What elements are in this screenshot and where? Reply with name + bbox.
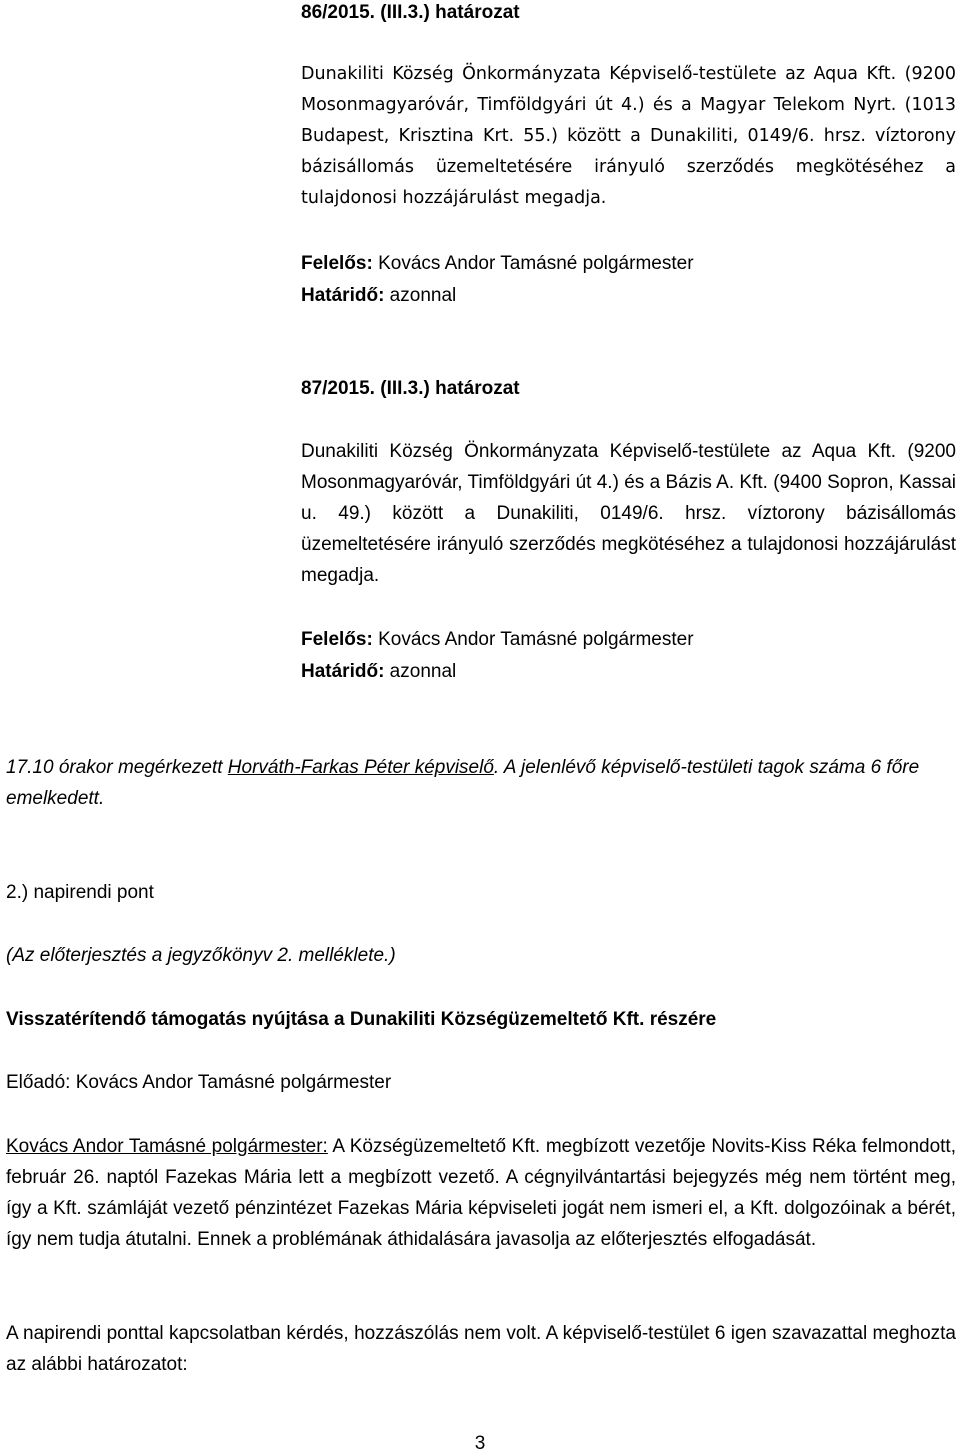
resolution-87-deadline [301, 656, 956, 687]
agenda-closing: A napirendi ponttal kapcsolatban kérdés, hozzászólás nem volt. A képviselő-testület 6 igen szavazattal meghozta az alábbi határozatot: [6, 1323, 956, 1375]
responsible-value: Kovács Andor Tamásné polgármester [372, 253, 694, 274]
resolution-86-heading: 86/2015. (III.3.) határozat [301, 2, 520, 23]
arrival-text: 17.10 órakor megérkezett [6, 757, 228, 778]
resolution-86-responsible [301, 248, 956, 279]
responsible-label: Felelős: [301, 629, 373, 650]
deadline-label: Határidő: [301, 285, 385, 306]
arrival-member-name: Horváth-Farkas Péter képviselő [227, 757, 494, 778]
agenda-attachment-note: (Az előterjesztés a jegyzőkönyv 2. melléklete.) [6, 945, 396, 966]
resolution-86-deadline [301, 280, 956, 311]
page-number: 3 [474, 1433, 486, 1454]
deadline-value: azonnal [384, 661, 457, 682]
speaker-name: Kovács Andor Tamásné polgármester: [6, 1136, 328, 1157]
responsible-value: Kovács Andor Tamásné polgármester [372, 629, 694, 650]
agenda-presenter: Előadó: Kovács Andor Tamásné polgármester [6, 1072, 392, 1093]
resolution-87-heading: 87/2015. (III.3.) határozat [301, 378, 520, 399]
speech-text: A Községüzemeltető Kft. megbízott vezetője Novits-Kiss Réka felmondott, február 26. naptól Fazekas Mária lett a megbízott vezető. A cégnyilvántartási bejegyzés még nem történt meg, így a Kft. számláját vezető pénzintézet Fazekas Mária képviseleti jogát nem ismeri el, a Kft. dolgozóinak a bérét, így nem tudja átutalni. Ennek a problémának áthidalására javasolja az előterjesztés elfogadását. [6, 1136, 956, 1250]
agenda-item-number: 2.) napirendi pont [6, 882, 154, 903]
arrival-text-end: . A jelenlévő képviselő-testületi tagok száma 6 főre emelkedett. [6, 757, 920, 809]
resolution-87-responsible [301, 624, 956, 655]
resolution-87-body: Dunakiliti Község Önkormányzata Képviselő-testülete az Aqua Kft. (9200 Mosonmagyaróvár, Timföldgyári út 4.) és a Bázis A. Kft. (9400 Sopron, Kassai u. 49.) között a Dunakiliti, 0149/6. hrsz. víztorony bázisállomás üzemeltetésére irányuló szerződés megkötéséhez a tulajdonosi hozzájárulást megadja. [301, 441, 956, 586]
agenda-speech [6, 1131, 956, 1255]
arrival-note [6, 752, 956, 814]
agenda-title: Visszatérítendő támogatás nyújtása a Dunakiliti Községüzemeltető Kft. részére [6, 1009, 717, 1030]
responsible-label: Felelős: [301, 253, 373, 274]
resolution-86-body: Dunakiliti Község Önkormányzata Képviselő-testülete az Aqua Kft. (9200 Mosonmagyaróvár, Timföldgyári út 4.) és a Magyar Telekom Nyrt. (1013 Budapest, Krisztina Krt. 55.) között a Dunakiliti, 0149/6. hrsz. víztorony bázisállomás üzemeltetésére irányuló szerződés megkötéséhez a tulajdonosi hozzájárulást megadja. [301, 64, 956, 208]
deadline-value: azonnal [384, 285, 457, 306]
deadline-label: Határidő: [301, 661, 385, 682]
